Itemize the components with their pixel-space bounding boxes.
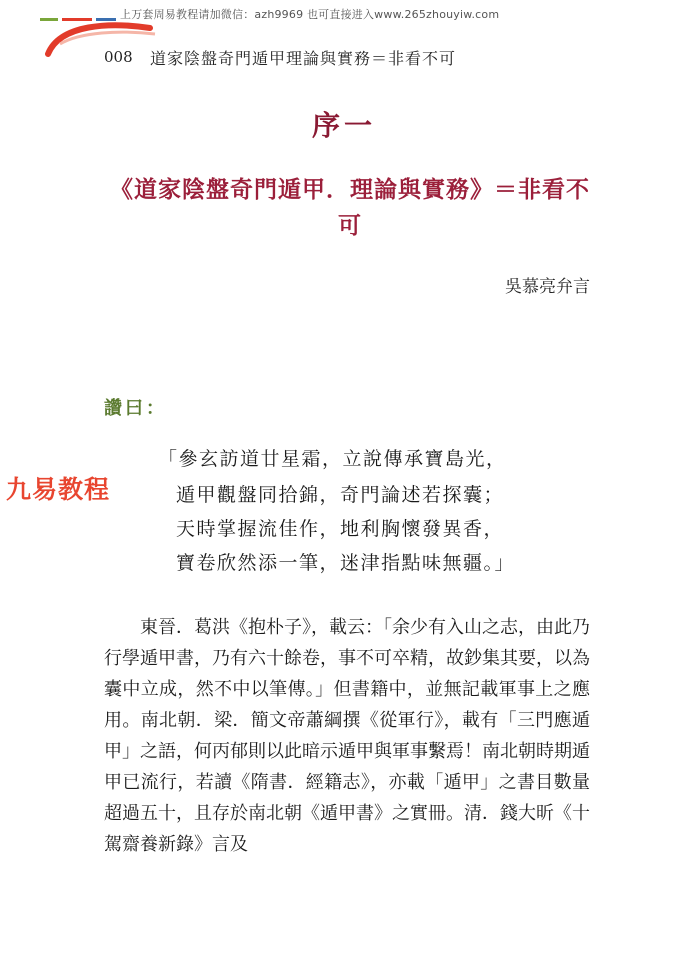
poem-line: 天時掌握流佳作，地利胸懷發異香， [176, 518, 505, 540]
preface-title: 序一 [311, 109, 376, 142]
poem-line: 「參玄訪道廿星霜，立說傳承寶島光， [158, 448, 507, 470]
poem-line: 寶卷欣然添一筆，迷津指點味無疆。」 [176, 552, 516, 574]
body-paragraph: 東晉．葛洪《抱朴子》，載云：「余少有入山之志，由此乃行學遁甲書，乃有六十餘卷，事不可卒精，故鈔集其要，以為囊中立成，然不中以筆傳。」但書籍中，並無記載軍事上之應用。南北朝．梁．簡文帝蕭綱撰《從軍行》，載有「三門應遁甲」之語，何丙郁則以此暗示遁甲與軍事繫焉！南北朝時期遁甲已流行，若讀《隋書．經籍志》，亦載「遁甲」之書目數量超過五十，且存於南北朝《遁甲書》之實冊。清．錢大昕《十駕齋養新錄》言及 [104, 617, 590, 855]
watermark-logo: 九易教程 [6, 475, 111, 504]
running-header-title: 道家陰盤奇門遁甲理論與實務＝非看不可 [150, 49, 457, 68]
preface-subtitle: 《道家陰盤奇門遁甲．理論與實務》＝非看不可 [110, 177, 590, 239]
top-watermark-text: 上万套周易教程请加微信：azh9969 也可直接进入www.265zhouyiw.com [120, 8, 500, 21]
poem-line: 遁甲觀盤同拾錦，奇門論述若探囊； [176, 484, 505, 506]
author-line: 吳慕亮弁言 [505, 277, 590, 297]
body-text [104, 612, 590, 860]
zan-label: 讚曰： [104, 398, 167, 419]
page-number: 008 [104, 48, 133, 66]
header-decoration [40, 14, 160, 64]
